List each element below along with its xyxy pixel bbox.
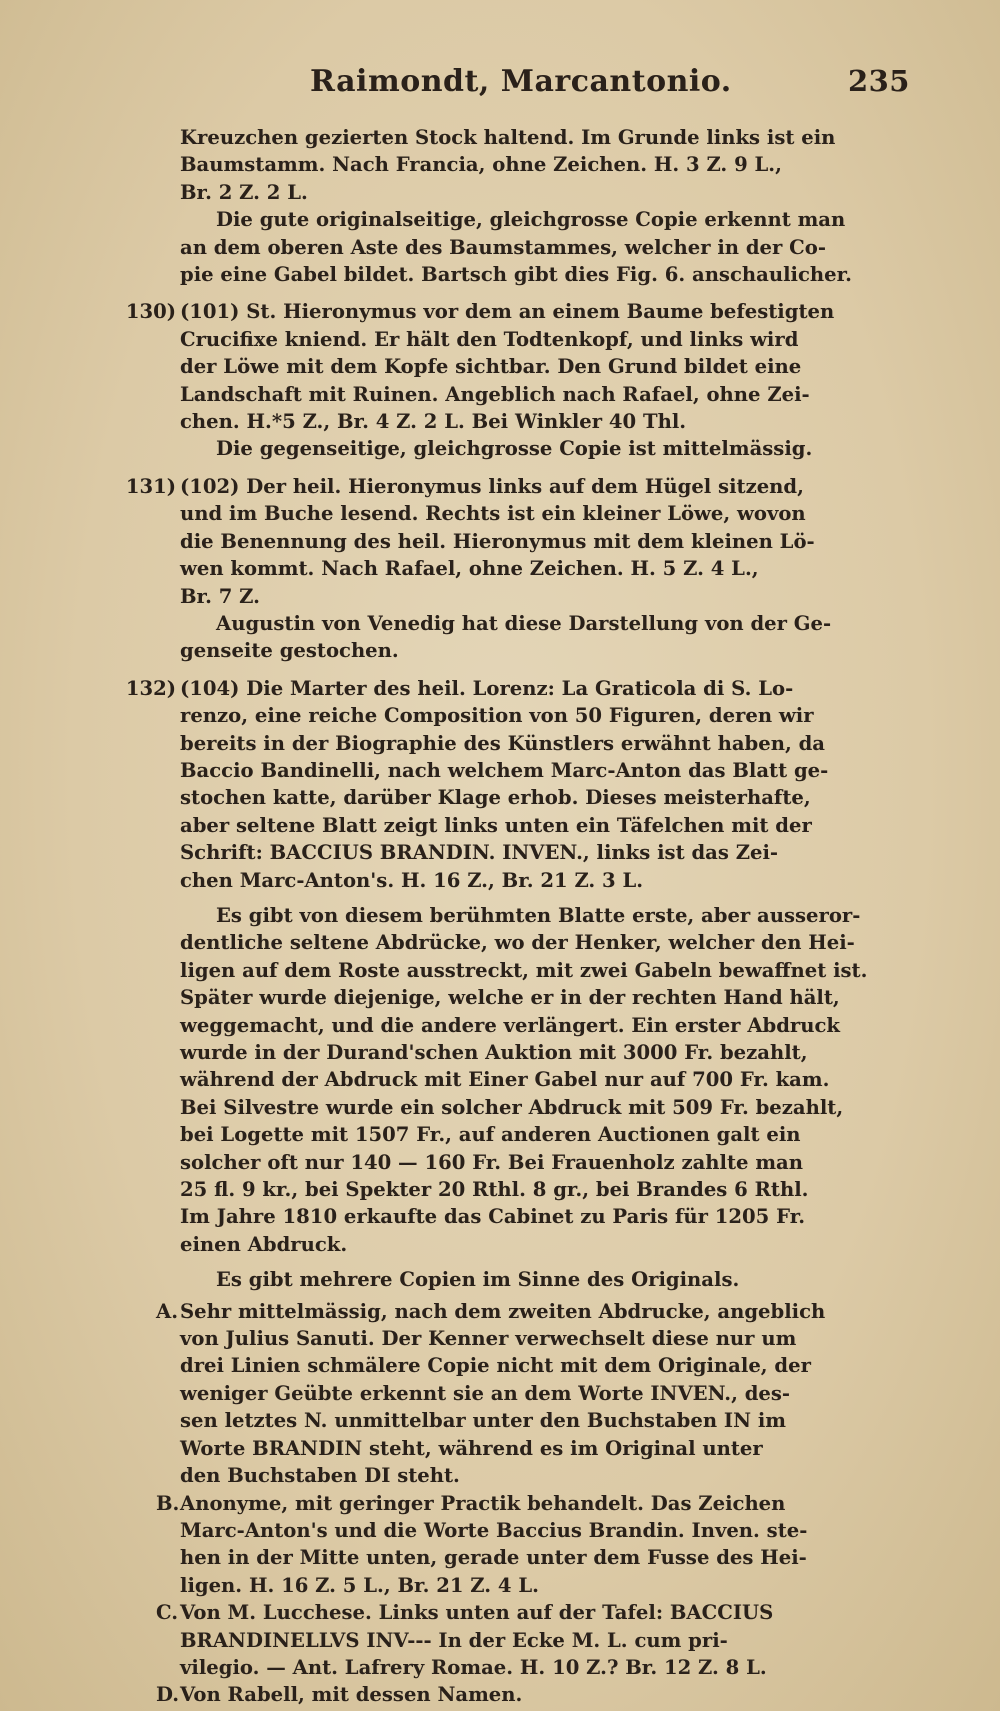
text-line: Baumstamm. Nach Francia, ohne Zeichen. H. 3 Z. 9 L.,	[180, 153, 782, 177]
text-line: einen Abdruck.	[180, 1232, 348, 1256]
entry-number: 131)	[125, 474, 176, 498]
text-line: genseite gestochen.	[180, 639, 399, 663]
text-line: Augustin von Venedig hat diese Darstellung von der Ge-	[216, 611, 832, 635]
paragraph-gap	[180, 1258, 900, 1266]
text-line: BRANDINELLVS INV--- In der Ecke M. L. cum pri-	[180, 1628, 728, 1652]
text-line: und im Buche lesend. Rechts ist ein kleiner Löwe, wovon	[180, 502, 806, 526]
text-line: pie eine Gabel bildet. Bartsch gibt dies Fig. 6. anschaulicher.	[180, 263, 852, 287]
text-line: Br. 2 Z. 2 L.	[180, 180, 308, 204]
text-line: an dem oberen Aste des Baumstammes, welcher in der Co-	[180, 235, 826, 259]
text-line: Bei Silvestre wurde ein solcher Abdruck mit 509 Fr. bezahlt,	[180, 1095, 844, 1119]
text-line: ligen auf dem Roste ausstreckt, mit zwei Gabeln bewaffnet ist.	[180, 958, 868, 982]
text-line: Kreuzchen gezierten Stock haltend. Im Grunde links ist ein	[180, 126, 836, 149]
text-line: hen in der Mitte unten, gerade unter dem Fusse des Hei-	[180, 1546, 807, 1570]
text-line: solcher oft nur 140 — 160 Fr. Bei Frauenholz zahlte man	[180, 1150, 803, 1174]
text-line: wen kommt. Nach Rafael, ohne Zeichen. H. 5 Z. 4 L.,	[180, 557, 759, 581]
copy-label: B.	[156, 1491, 180, 1515]
text-line: aber seltene Blatt zeigt links unten ein Täfelchen mit der	[180, 813, 812, 837]
entry-number: 132)	[125, 676, 176, 700]
text-line: (101) St. Hieronymus vor dem an einem Baume befestigten	[180, 300, 835, 324]
text-line: 25 fl. 9 kr., bei Spekter 20 Rthl. 8 gr., bei Brandes 6 Rthl.	[180, 1178, 809, 1202]
header-title: Raimondt, Marcantonio.	[310, 64, 732, 99]
text-line: Von M. Lucchese. Links unten auf der Tafel: BACCIUS	[180, 1601, 774, 1625]
text-line: Worte BRANDIN steht, während es im Original unter	[180, 1436, 763, 1460]
text-line: dentliche seltene Abdrücke, wo der Henker, welcher den Hei-	[180, 931, 855, 955]
text-line: bei Logette mit 1507 Fr., auf anderen Auctionen galt ein	[180, 1123, 801, 1147]
text-line: während der Abdruck mit Einer Gabel nur auf 700 Fr. kam.	[180, 1068, 830, 1092]
copy-item	[156, 1681, 900, 1708]
copy-label: D.	[156, 1683, 180, 1707]
catalog-entry	[125, 473, 900, 665]
text-line: chen. H.*5 Z., Br. 4 Z. 2 L. Bei Winkler 40 Thl.	[180, 410, 687, 434]
text-line: Br. 7 Z.	[180, 584, 260, 608]
text-line: Landschaft mit Ruinen. Angeblich nach Rafael, ohne Zei-	[180, 382, 810, 406]
text-line: Baccio Bandinelli, nach welchem Marc-Anton das Blatt ge-	[180, 758, 829, 782]
text-line: der Löwe mit dem Kopfe sichtbar. Den Grund bildet eine	[180, 355, 802, 379]
text-line: Von Rabell, mit dessen Namen.	[180, 1683, 523, 1707]
text-line: (104) Die Marter des heil. Lorenz: La Graticola di S. Lo-	[180, 676, 794, 700]
text-line: sen letztes N. unmittelbar unter den Buchstaben IN im	[180, 1409, 786, 1433]
text-line: Sehr mittelmässig, nach dem zweiten Abdrucke, angeblich	[180, 1299, 826, 1323]
intro-block	[180, 124, 900, 288]
text-line: drei Linien schmälere Copie nicht mit dem Originale, der	[180, 1354, 811, 1378]
text-line: wurde in der Durand'schen Auktion mit 3000 Fr. bezahlt,	[180, 1041, 808, 1064]
text-line: (102) Der heil. Hieronymus links auf dem Hügel sitzend,	[180, 474, 804, 498]
text-line: Marc-Anton's und die Worte Baccius Brandin. Inven. ste-	[180, 1518, 808, 1542]
page-body	[125, 124, 900, 1709]
text-line: den Buchstaben DI steht.	[180, 1464, 460, 1488]
text-line: Schrift: BACCIUS BRANDIN. INVEN., links ist das Zei-	[180, 841, 779, 865]
page-number: 235	[847, 64, 910, 98]
text-line: weniger Geübte erkennt sie an dem Worte INVEN., des-	[180, 1381, 791, 1405]
text-line: Anonyme, mit geringer Practik behandelt. Das Zeichen	[180, 1491, 786, 1515]
text-line: ligen. H. 16 Z. 5 L., Br. 21 Z. 4 L.	[180, 1573, 539, 1597]
catalog-entry	[125, 675, 900, 1294]
text-line: renzo, eine reiche Composition von 50 Figuren, deren wir	[180, 704, 814, 728]
copy-label: C.	[156, 1601, 179, 1625]
text-line: vilegio. — Ant. Lafrery Romae. H. 10 Z.? Br. 12 Z. 8 L.	[180, 1655, 767, 1679]
catalog-entry	[125, 298, 900, 462]
text-line: Es gibt mehrere Copien im Sinne des Originals.	[216, 1268, 740, 1292]
text-line: Es gibt von diesem berühmten Blatte erste, aber ausseror-	[216, 903, 861, 927]
paragraph-gap	[180, 894, 900, 902]
text-line: von Julius Sanuti. Der Kenner verwechselt diese nur um	[180, 1327, 797, 1351]
text-line: Crucifixe kniend. Er hält den Todtenkopf, und links wird	[180, 327, 799, 351]
text-line: Die gegenseitige, gleichgrosse Copie ist mittelmässig.	[216, 437, 813, 461]
text-line: stochen katte, darüber Klage erhob. Dieses meisterhafte,	[180, 786, 811, 810]
copy-item	[156, 1599, 900, 1681]
text-line: die Benennung des heil. Hieronymus mit dem kleinen Lö-	[180, 529, 815, 553]
text-line: weggemacht, und die andere verlängert. Ein erster Abdruck	[180, 1013, 841, 1037]
text-line: Die gute originalseitige, gleichgrosse Copie erkennt man	[216, 208, 846, 232]
copy-item	[156, 1298, 900, 1490]
copy-label: A.	[156, 1299, 179, 1323]
entry-number: 130)	[125, 300, 176, 324]
text-line: Im Jahre 1810 erkaufte das Cabinet zu Paris für 1205 Fr.	[180, 1205, 806, 1229]
text-line: chen Marc-Anton's. H. 16 Z., Br. 21 Z. 3 L.	[180, 868, 644, 892]
text-line: bereits in der Biographie des Künstlers erwähnt haben, da	[180, 731, 825, 755]
copy-item	[156, 1490, 900, 1600]
text-line: Später wurde diejenige, welche er in der rechten Hand hält,	[180, 986, 840, 1010]
running-header	[310, 64, 910, 99]
